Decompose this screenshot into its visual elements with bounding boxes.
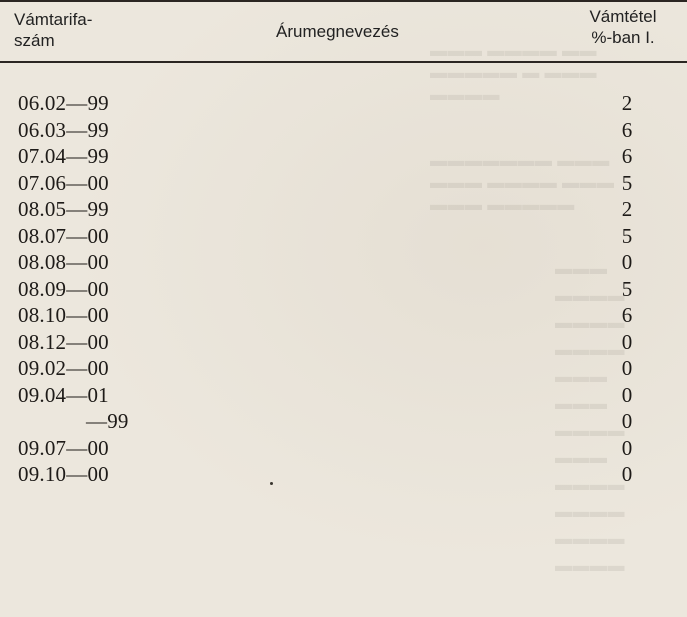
column-header-name: Árumegnevezés [276,22,399,41]
table-row [0,143,687,170]
table-row [0,461,687,488]
tariff-code-cell: 08.10—00 [18,303,109,327]
duty-rate-cell: 6 [621,144,633,168]
table-row [0,355,687,382]
tariff-code-cell: 09.07—00 [18,435,109,460]
bleed-through-texture: ▬▬▬ ▬▬▬▬ ▬▬ ▬▬▬▬▬ ▬ ▬▬▬ ▬▬▬▬ [430,41,597,104]
column-header-rate [561,6,685,48]
tariff-code-cell: 09.02—00 [18,356,109,380]
tariff-code-cell: 08.05—99 [18,197,109,221]
table-row [0,382,687,409]
tariff-code-cell: 06.03—99 [18,117,109,142]
table-row [0,435,687,462]
duty-rate-cell: 2 [621,197,633,221]
duty-rate-cell: 0 [621,382,633,407]
table-row [0,117,687,144]
ink-speck [270,482,273,485]
table-row [0,223,687,250]
table-row [0,276,687,303]
duty-rate-cell: 6 [621,117,633,142]
duty-rate-cell: 0 [621,409,633,433]
tariff-code-cell: 08.08—00 [18,250,109,274]
duty-rate-cell: 2 [621,91,633,115]
table-row [0,408,687,435]
duty-rate-cell: 0 [621,462,633,486]
table-header-rule [0,61,687,63]
duty-rate-cell: 0 [621,329,633,354]
table-row [0,170,687,197]
column-header-code-line-2: szám [14,31,55,50]
column-header-rate-line-1: Vámtétel [589,7,657,26]
table-row [0,302,687,329]
duty-rate-cell: 0 [621,435,633,460]
tariff-code-cell: 08.07—00 [18,223,109,248]
table-row [0,329,687,356]
tariff-code-cell: —99 [86,409,129,433]
tariff-code-cell: 08.12—00 [18,329,109,354]
table-row [0,90,687,117]
tariff-code-cell: 09.04—01 [18,382,109,407]
table-body [0,90,687,488]
tariff-code-cell: 08.09—00 [18,276,109,301]
duty-rate-cell: 0 [621,250,633,274]
duty-rate-cell: 6 [621,303,633,327]
table-top-rule [0,0,687,2]
bleed-through-texture: ▬▬▬ ▬▬▬▬ ▬▬▬▬ ▬▬▬▬ ▬▬▬ ▬▬▬ ▬▬▬▬ ▬▬▬ ▬▬▬▬ ▬▬▬▬ ▬▬▬▬ ▬▬▬▬ [555,259,625,575]
duty-rate-cell: 5 [621,276,633,301]
tariff-code-cell: 07.04—99 [18,144,109,168]
duty-rate-cell: 5 [621,170,633,195]
tariff-code-cell: 06.02—99 [18,91,109,115]
column-header-code-line-1: Vámtarifa- [14,10,93,29]
duty-rate-cell: 0 [621,356,633,380]
tariff-code-cell: 09.10—00 [18,462,109,486]
column-header-code [14,9,134,51]
column-header-rate-line-2: %-ban I. [591,28,655,47]
table-row [0,249,687,276]
table-row [0,196,687,223]
tariff-code-cell: 07.06—00 [18,170,109,195]
bleed-through-texture: ▬▬▬▬▬▬▬ ▬▬▬ ▬▬▬ ▬▬▬▬ ▬▬▬ ▬▬▬ ▬▬▬▬▬ [430,151,615,214]
duty-rate-cell: 5 [621,223,633,248]
